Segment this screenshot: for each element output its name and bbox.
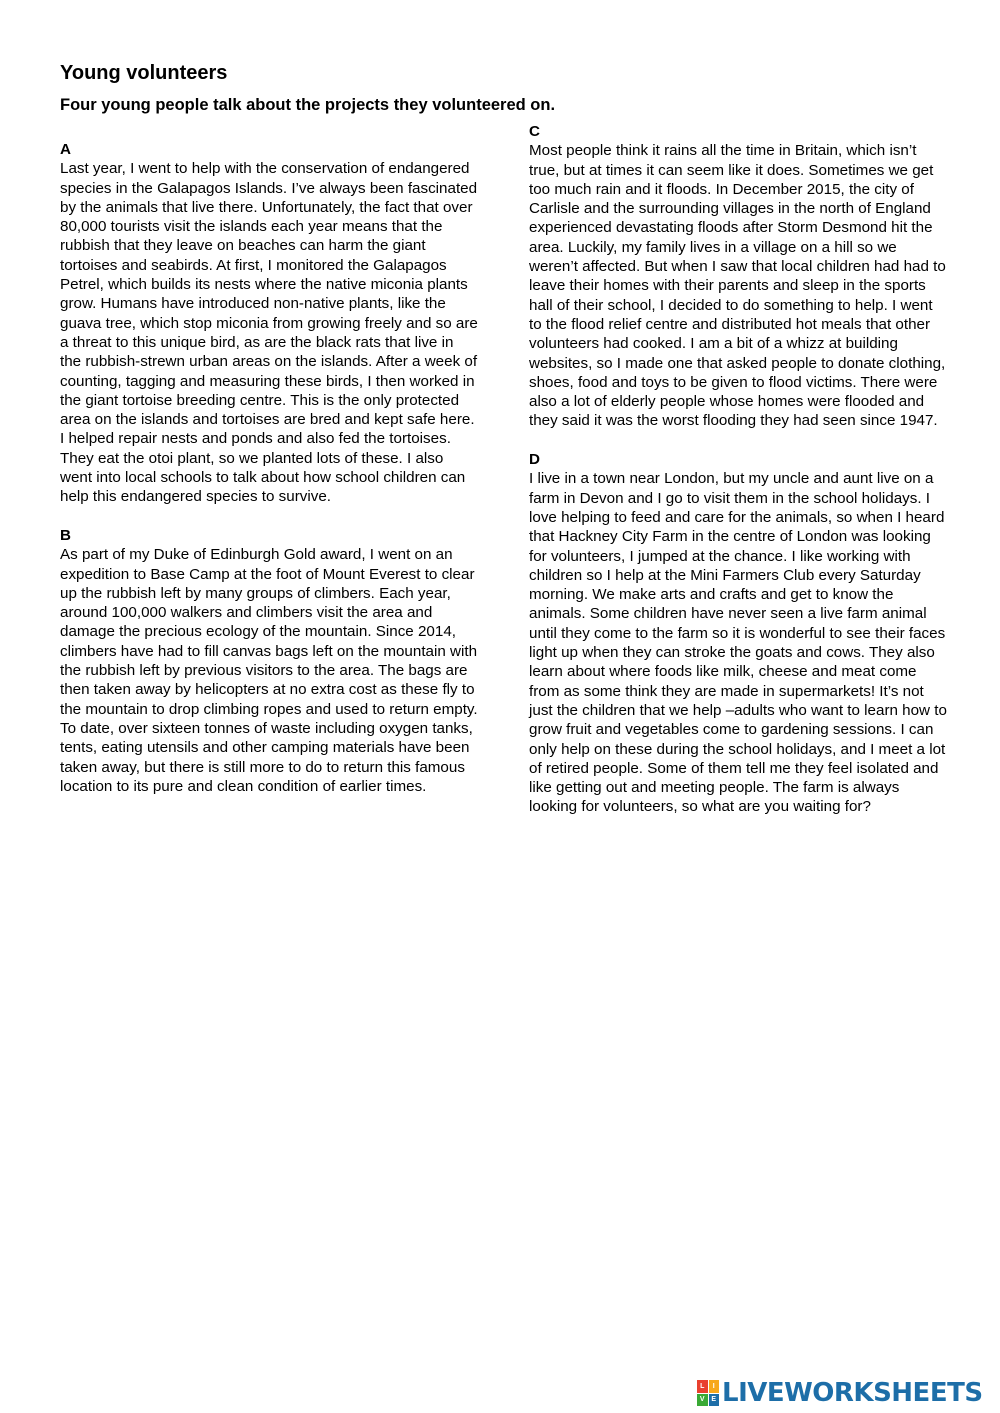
right-column xyxy=(529,122,947,836)
section-b-letter: B xyxy=(60,526,71,544)
section-d-letter: D xyxy=(529,451,540,469)
liveworksheets-logo xyxy=(697,1378,983,1408)
section-c xyxy=(529,122,947,431)
section-a xyxy=(60,140,478,507)
section-b xyxy=(60,526,478,796)
section-d xyxy=(529,450,947,817)
logo-mark-tile-l: L xyxy=(697,1380,708,1393)
section-a-text: Last year, I went to help with the conservation of endangered species in the Galapagos Islands. I’ve always been fascinated by the animals that live there. Unfortunately, the fact that over 80,000 tourists visit the islands each year means that the rubbish that they leave on beaches can harm the giant tortoises and seabirds. At first, I monitored the Galapagos Petrel, which builds its nests where the native miconia plants grow. Humans have introduced non-native plants, like the guava tree, which stop miconia from growing freely and so are a threat to this unique bird, as are the black rats that live in the rubbish-strewn urban areas on the islands. After a week of counting, tagging and measuring these birds, I then worked in the giant tortoise breeding centre. This is the only protected area on the islands and tortoises are bred and kept safe here. I helped repair nests and ponds and also fed the tortoises. They eat the otoi plant, so we planted lots of these. I also went into local schools to talk about how school children can help this endangered species to survive. xyxy=(60,160,478,506)
page-subtitle: Four young people talk about the projects they volunteered on. xyxy=(60,96,556,114)
section-b-text: As part of my Duke of Edinburgh Gold award, I went on an expedition to Base Camp at the foot of Mount Everest to clear up the rubbish left by many groups of climbers. Each year, around 100,000 walkers and climbers visit the area and damage the precious ecology of the mountain. Since 2014, climbers have had to fill canvas bags left on the mountain with the rubbish left by previous visitors to the area. The bags are then taken away by helicopters at no extra cost as these fly to the mountain to drop climbing ropes and used to return empty. To date, over sixteen tonnes of waste including oxygen tanks, tents, eating utensils and other camping materials have been taken away, but there is still more to do to return this famous location to its pure and clean condition of earlier times. xyxy=(60,546,478,795)
logo-mark-tile-v: V xyxy=(697,1394,708,1407)
liveworksheets-logo-icon xyxy=(697,1380,719,1406)
section-a-letter: A xyxy=(60,141,71,158)
liveworksheets-logo-text: LIVEWORKSHEETS xyxy=(722,1378,983,1408)
logo-mark-tile-i: I xyxy=(709,1380,720,1393)
section-c-text: Most people think it rains all the time in Britain, which isn’t true, but at times it can seem like it does. Sometimes we get too much rain and it floods. In December 2015, the city of Carlisle and the surrounding villages in the north of England experienced devastating floods after Storm Desmond hit the area. Luckily, my family lives in a village on a hill so we weren’t affected. But when I saw that local children had had to leave their homes with their parents and sleep in the sports hall of their school, I decided to do something to help. I went to the flood relief centre and distributed hot meals that other volunteers had cooked. I am a bit of a whizz at building websites, so I made one that asked people to donate clothing, shoes, food and toys to be given to flood victims. There were also a lot of elderly people whose homes were flooded and they said it was the worst flooding they had seen since 1947. xyxy=(529,142,946,430)
section-d-text: I live in a town near London, but my uncle and aunt live on a farm in Devon and I go to visit them in the school holidays. I love helping to feed and care for the animals, so when I heard that Hackney City Farm in the centre of London was looking for volunteers, I jumped at the chance. I like working with children so I help at the Mini Farmers Club every Saturday morning. We make arts and crafts and get to know the animals. Some children have never seen a live farm animal until they come to the farm so it is wonderful to see their faces light up when they can stroke the goats and cows. They also learn about where foods like milk, cheese and meat come from as some think they are made in supermarkets! It’s not just the children that we help –adults who want to learn how to grow fruit and vegetables come to gardening sessions. I can only help on these during the school holidays, and I meet a lot of retired people. Some of them tell me they feel isolated and like getting out and meeting people. The farm is always looking for volunteers, so what are you waiting for? xyxy=(529,470,947,816)
page-title: Young volunteers xyxy=(60,62,228,84)
section-c-letter: C xyxy=(529,123,540,140)
left-column xyxy=(60,140,478,815)
logo-mark-tile-e: E xyxy=(709,1394,720,1407)
